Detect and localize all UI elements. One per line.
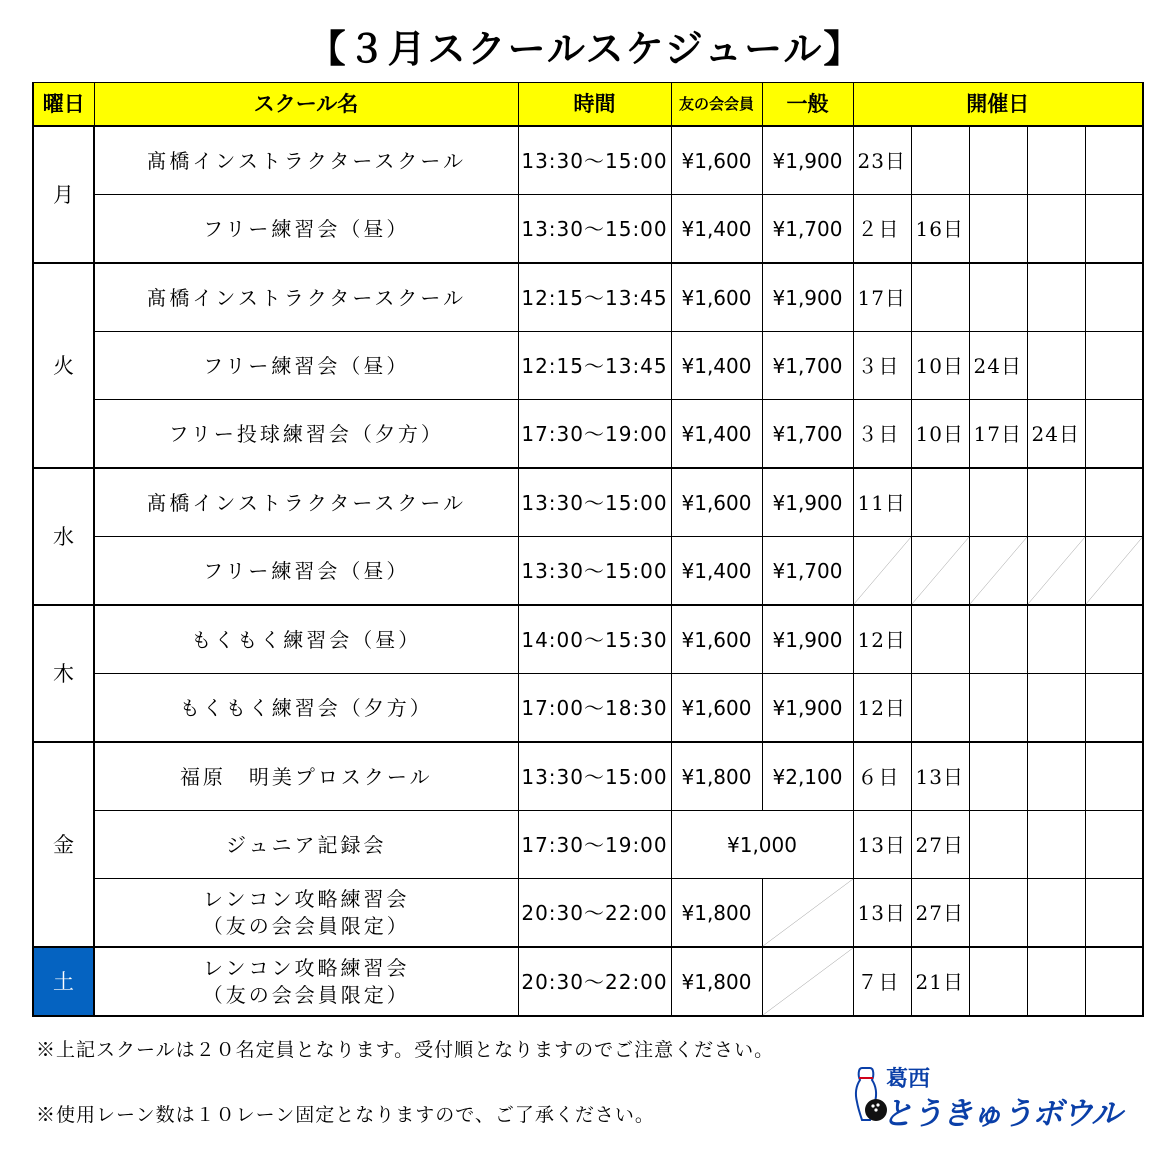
date-cell — [1085, 263, 1143, 332]
date-cell: 11日 — [853, 468, 911, 537]
school-name — [94, 947, 518, 1016]
no-date-slash-cell — [969, 537, 1027, 606]
time-cell: 17:00〜18:30 — [518, 674, 671, 743]
date-cell — [911, 468, 969, 537]
school-name: ジュニア記録会 — [94, 811, 518, 879]
general-price-slash-cell — [762, 947, 853, 1016]
note-lanes: ※使用レーン数は１０レーン固定となりますので、ご了承ください。 — [36, 1104, 655, 1126]
no-date-slash-cell — [853, 537, 911, 606]
table-row — [33, 126, 1143, 195]
general-price: ¥1,900 — [762, 674, 853, 743]
date-cell — [969, 879, 1027, 948]
date-cell: 21日 — [911, 947, 969, 1016]
school-name-line2: （友の会会員限定） — [202, 913, 410, 938]
date-cell: 13日 — [853, 811, 911, 879]
day-cell-thursday: 木 — [33, 605, 94, 742]
school-name: 髙橋インストラクタースクール — [94, 263, 518, 332]
table-row — [33, 195, 1143, 264]
member-price: ¥1,600 — [671, 674, 762, 743]
date-cell: ７日 — [853, 947, 911, 1016]
date-cell: 24日 — [1027, 400, 1085, 469]
logo-brand-text: とうきゅうボウル — [882, 1096, 1122, 1132]
time-cell: 17:30〜19:00 — [518, 811, 671, 879]
date-cell — [1085, 879, 1143, 948]
logo — [848, 1062, 1138, 1130]
time-cell: 12:15〜13:45 — [518, 332, 671, 400]
date-cell — [1085, 811, 1143, 879]
member-price: ¥1,600 — [671, 605, 762, 674]
member-price: ¥1,800 — [671, 947, 762, 1016]
table-row — [33, 468, 1143, 537]
school-name: フリー練習会（昼） — [94, 195, 518, 264]
header-row — [33, 83, 1143, 127]
general-price-slash-cell — [762, 879, 853, 948]
school-name: もくもく練習会（昼） — [94, 605, 518, 674]
general-price: ¥1,700 — [762, 332, 853, 400]
date-cell — [1027, 811, 1085, 879]
header-general-price: 一般 — [762, 83, 853, 127]
time-cell: 13:30〜15:00 — [518, 537, 671, 606]
school-name — [94, 879, 518, 948]
date-cell — [911, 126, 969, 195]
school-name-line1: レンコン攻略練習会 — [203, 955, 410, 980]
general-price: ¥1,900 — [762, 605, 853, 674]
date-cell — [1027, 605, 1085, 674]
date-cell — [1027, 263, 1085, 332]
member-price: ¥1,400 — [671, 332, 762, 400]
date-cell — [969, 811, 1027, 879]
school-name-line1: レンコン攻略練習会 — [203, 886, 410, 911]
table-row — [33, 947, 1143, 1016]
date-cell: 12日 — [853, 605, 911, 674]
general-price: ¥1,900 — [762, 263, 853, 332]
date-cell — [1085, 468, 1143, 537]
school-name-line2: （友の会会員限定） — [202, 982, 410, 1007]
date-cell — [969, 605, 1027, 674]
date-cell — [1085, 674, 1143, 743]
flat-price: ¥1,000 — [671, 811, 853, 879]
table-row — [33, 332, 1143, 400]
day-cell-friday: 金 — [33, 742, 94, 947]
day-cell-monday: 月 — [33, 126, 94, 263]
logo-area-text: 葛西 — [886, 1067, 931, 1092]
header-member-price: 友の会会員 — [671, 83, 762, 127]
header-dates: 開催日 — [853, 83, 1143, 127]
header-day: 曜日 — [33, 83, 94, 127]
date-cell — [969, 674, 1027, 743]
general-price: ¥1,700 — [762, 537, 853, 606]
general-price: ¥1,700 — [762, 195, 853, 264]
member-price: ¥1,600 — [671, 263, 762, 332]
date-cell — [1027, 879, 1085, 948]
date-cell: 17日 — [969, 400, 1027, 469]
day-cell-tuesday: 火 — [33, 263, 94, 468]
no-date-slash-cell — [1027, 537, 1085, 606]
date-cell: 12日 — [853, 674, 911, 743]
date-cell: 10日 — [911, 400, 969, 469]
date-cell — [969, 468, 1027, 537]
date-cell — [1027, 674, 1085, 743]
member-price: ¥1,600 — [671, 126, 762, 195]
date-cell: ２日 — [853, 195, 911, 264]
date-cell — [1027, 126, 1085, 195]
note-capacity: ※上記スクールは２０名定員となります。受付順となりますのでご注意ください。 — [36, 1039, 775, 1061]
date-cell: 24日 — [969, 332, 1027, 400]
no-date-slash-cell — [911, 537, 969, 606]
school-name: もくもく練習会（夕方） — [94, 674, 518, 743]
member-price: ¥1,800 — [671, 742, 762, 811]
date-cell: 27日 — [911, 879, 969, 948]
member-price: ¥1,800 — [671, 879, 762, 948]
general-price: ¥1,700 — [762, 400, 853, 469]
general-price: ¥1,900 — [762, 126, 853, 195]
table-row — [33, 400, 1143, 469]
table-row — [33, 811, 1143, 879]
table-row — [33, 605, 1143, 674]
school-name: フリー投球練習会（夕方） — [94, 400, 518, 469]
date-cell — [1085, 400, 1143, 469]
day-cell-wednesday: 水 — [33, 468, 94, 605]
table-row — [33, 742, 1143, 811]
date-cell — [1027, 468, 1085, 537]
member-price: ¥1,400 — [671, 195, 762, 264]
date-cell — [969, 263, 1027, 332]
general-price: ¥2,100 — [762, 742, 853, 811]
time-cell: 13:30〜15:00 — [518, 742, 671, 811]
date-cell — [911, 263, 969, 332]
table-row — [33, 879, 1143, 948]
time-cell: 13:30〜15:00 — [518, 195, 671, 264]
date-cell: ３日 — [853, 332, 911, 400]
date-cell — [1085, 605, 1143, 674]
date-cell — [1085, 126, 1143, 195]
date-cell — [969, 947, 1027, 1016]
date-cell — [969, 195, 1027, 264]
date-cell: 23日 — [853, 126, 911, 195]
table-row — [33, 674, 1143, 743]
date-cell — [911, 605, 969, 674]
table-row — [33, 537, 1143, 606]
time-cell: 20:30〜22:00 — [518, 947, 671, 1016]
date-cell — [1027, 332, 1085, 400]
time-cell: 13:30〜15:00 — [518, 468, 671, 537]
general-price: ¥1,900 — [762, 468, 853, 537]
date-cell: 13日 — [853, 879, 911, 948]
date-cell: 17日 — [853, 263, 911, 332]
date-cell — [1027, 947, 1085, 1016]
date-cell: 13日 — [911, 742, 969, 811]
date-cell — [1027, 195, 1085, 264]
member-price: ¥1,400 — [671, 400, 762, 469]
date-cell — [969, 742, 1027, 811]
no-date-slash-cell — [1085, 537, 1143, 606]
date-cell — [911, 674, 969, 743]
time-cell: 13:30〜15:00 — [518, 126, 671, 195]
schedule-table — [32, 82, 1144, 1017]
time-cell: 20:30〜22:00 — [518, 879, 671, 948]
member-price: ¥1,400 — [671, 537, 762, 606]
header-school: スクール名 — [94, 83, 518, 127]
school-name: 髙橋インストラクタースクール — [94, 468, 518, 537]
table-row — [33, 263, 1143, 332]
date-cell: 27日 — [911, 811, 969, 879]
time-cell: 17:30〜19:00 — [518, 400, 671, 469]
date-cell — [969, 126, 1027, 195]
date-cell — [1085, 332, 1143, 400]
time-cell: 12:15〜13:45 — [518, 263, 671, 332]
date-cell — [1085, 947, 1143, 1016]
page-title: 【３月スクールスケジュール】 — [307, 26, 864, 71]
date-cell — [1085, 195, 1143, 264]
school-name: フリー練習会（昼） — [94, 332, 518, 400]
school-name: 福原 明美プロスクール — [94, 742, 518, 811]
header-time: 時間 — [518, 83, 671, 127]
school-name: 髙橋インストラクタースクール — [94, 126, 518, 195]
date-cell: 16日 — [911, 195, 969, 264]
date-cell: ６日 — [853, 742, 911, 811]
member-price: ¥1,600 — [671, 468, 762, 537]
date-cell — [1085, 742, 1143, 811]
school-name: フリー練習会（昼） — [94, 537, 518, 606]
date-cell: ３日 — [853, 400, 911, 469]
date-cell — [1027, 742, 1085, 811]
day-cell-saturday: 土 — [33, 947, 94, 1016]
date-cell: 10日 — [911, 332, 969, 400]
time-cell: 14:00〜15:30 — [518, 605, 671, 674]
